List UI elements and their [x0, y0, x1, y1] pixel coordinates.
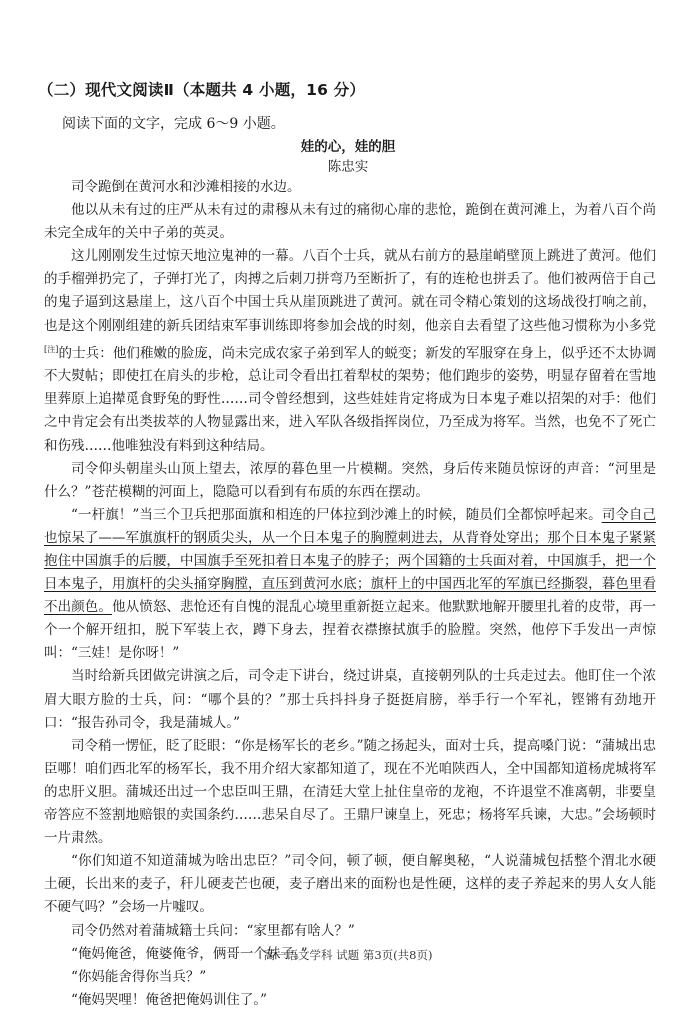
paragraph: 他以从未有过的庄严从未有过的肃穆从未有过的痛彻心扉的悲怆，跪倒在黄河滩上，为着八百个尚未完全成年的关中子弟的英灵。 — [44, 202, 656, 242]
paragraph — [44, 504, 656, 666]
section-title: （二）现代文阅读Ⅱ（本题共 4 小题，16 分） — [38, 81, 366, 99]
paragraph: 司令跪倒在黄河水和沙滩相接的水边。 — [71, 179, 301, 195]
story-body — [44, 176, 656, 1012]
paragraph-text: “一杆旗！”当三个卫兵把那面旗和相连的尸体拉到沙滩上的时候，随员们全都惊呼起来。 — [71, 506, 602, 523]
story-author: 陈忠实 — [327, 159, 369, 175]
footnote-marker: [注] — [44, 344, 59, 354]
story-title: 娃的心，娃的胆 — [300, 139, 396, 155]
paragraph: 当时给新兵团做完讲演之后，司令走下讲台，绕过讲桌，直接朝列队的士兵走过去。他盯住一个浓眉大眼方脸的士兵，问：“哪个县的？”那士兵抖抖身子挺挺肩膀，举手行一个军礼，铿锵有劲地开口：“报告孙司令，我是蒲城人。” — [44, 668, 656, 731]
paragraph: 司令仰头朝崖头山顶上望去，浓厚的暮色里一片模糊。突然，身后传来随员惊讶的声音：“河里是什么？”苍茫模糊的河面上，隐隐可以看到有布质的东西在摆动。 — [44, 460, 656, 500]
page-footer: 高一语文学科 试题 第3页(共8页) — [263, 948, 433, 962]
paragraph-text: 的士兵：他们稚嫩的脸庞，尚未完成农家子弟到军人的蜕变；新发的军服穿在身上，似乎还不太协调不大熨帖；即使扛在肩头的步枪，总让司令看出扛着犁杖的架势；他们跑步的姿势，明显存留着在雪地里葬原上追撵觅食野兔的野性……司令曾经想到，这些娃娃肯定将成为日本鬼子难以招架的对手：他们之中肯定会有出类拔萃的人物显露出来，进入军队各级指挥岗位，乃至成为将军。当然，也免不了死亡和伤残……他唯独没有料到这种结局。 — [44, 345, 656, 454]
paragraph: “你们知道不知道蒲城为啥出忠臣？”司令问，顿了顿，便自解奥秘，“人说蒲城包括整个渭北水硬土硬，长出来的麦子，秆儿硬麦芒也硬，麦子磨出来的面粉也是性硬，这样的麦子养起来的男人女人能不硬气吗？”会场一片嘘叹。 — [44, 853, 656, 916]
paragraph: “你妈能舍得你当兵？” — [71, 968, 207, 985]
reading-instruction: 阅读下面的文字，完成 6～9 小题。 — [62, 116, 285, 132]
paragraph: “俺妈俺爸，俺婆俺爷，俩哥一个妹子。” — [71, 945, 308, 962]
paragraph-text: 他从愤怒、悲怆还有自愧的混乱心境里重新挺立起来。他默默地解开腰里扎着的皮带，再一个一个解开纽扣，脱下军装上衣，蹲下身去，捏着衣襟擦拭旗手的脸膛。突然，他停下手发出一声惊叫：“三娃！是你呀！” — [44, 599, 657, 662]
paragraph: “俺妈哭哩！俺爸把俺妈训住了。” — [71, 991, 268, 1008]
paragraph-text: 这儿刚刚发生过惊天地泣鬼神的一幕。八百个士兵，就从右前方的悬崖峭壁顶上跳进了黄河。他们的手榴弹扔完了，子弹打光了，肉搏之后刺刀拼弯乃至断折了，有的连枪也拼丢了。他们被两倍于自己的鬼子逼到这悬崖上，这八百个中国士兵从崖顶跳进了黄河。就在司令精心策划的这场战役打响之前，也是这个刚刚组建的新兵团结束军事训练即将参加会战的时刻，他亲自去看望了这些他习惯称为小多党 — [44, 248, 656, 334]
paragraph — [44, 245, 656, 457]
paragraph: 司令稍一愣怔，眨了眨眼：“你是杨军长的老乡。”随之扬起头，面对士兵，提高嗓门说：“蒲城出忠臣哪！咱们西北军的杨军长，我不用介绍大家都知道了，现在不光咱陕西人，全中国都知道杨虎城将军的忠肝义胆。蒲城还出过一个忠臣叫王鼎，在清廷大堂上扯住皇帝的龙袍，不许退堂不准离朝，非要皇帝答应不签割地赔银的卖国条约……悲呆自尽了。王鼎尸谏皇上，死忠；杨将军兵谏，大忠。”会场顿时一片肃然。 — [44, 737, 656, 847]
paragraph: 司令仍然对着蒲城籍士兵问：“家里都有啥人？” — [71, 922, 355, 939]
underlined-passage: 司令自己也惊呆了——军旗旗杆的钢质尖头，从一个日本鬼子的胸膛刺进去，从背脊处穿出；那个日本鬼子紧紧抱住中国旗手的后腰，中国旗手至死扣着日本鬼子的脖子；两个国籍的士兵面对着，中国旗手，把一个日本鬼子，用旗杆的尖头捅穿胸膛，直压到黄河水底；旗杆上的中国西北军的军旗已经撕裂，暮色里看不出颜色。 — [44, 506, 656, 616]
